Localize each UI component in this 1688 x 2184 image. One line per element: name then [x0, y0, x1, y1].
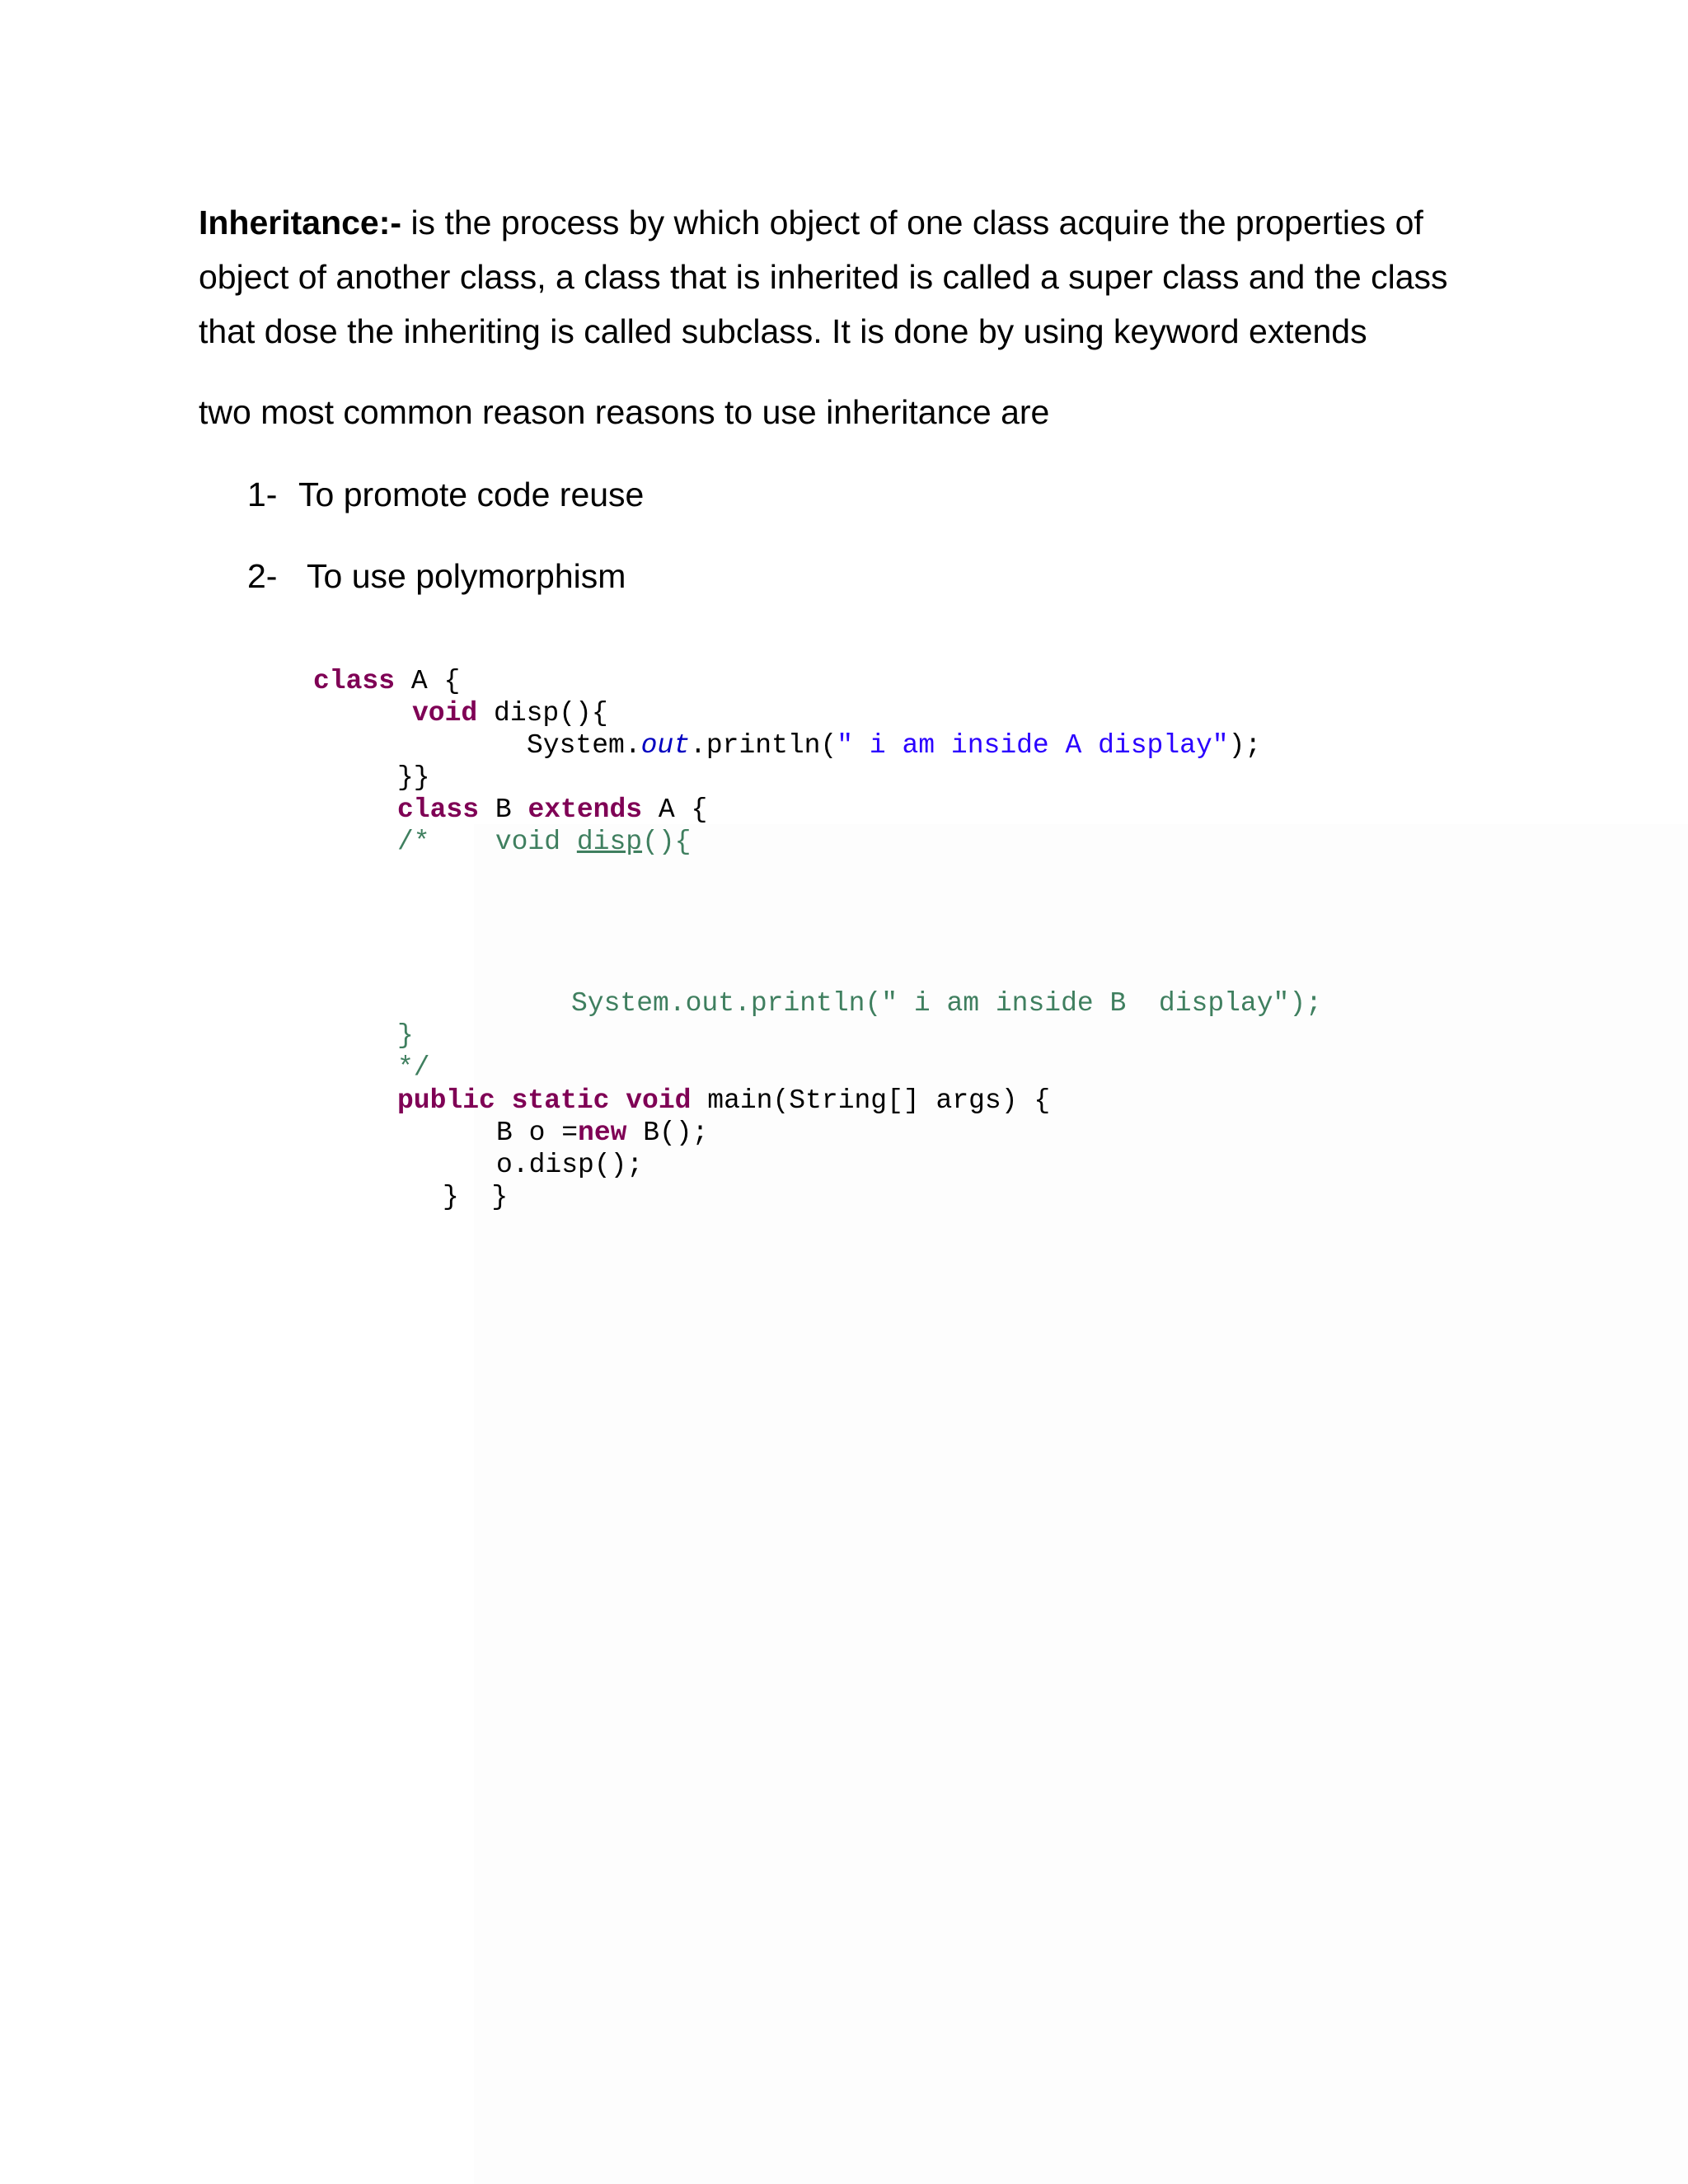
comment-text: disp [576, 827, 643, 857]
reasons-heading: two most common reason reasons to use inheritance are [199, 393, 1050, 431]
code-line [412, 697, 608, 729]
code-line: } } [443, 1182, 509, 1212]
code-line: }} [397, 762, 430, 793]
code-line: System.out.println(" i am inside B display"); [571, 988, 1322, 1019]
comment-text: (){ [642, 827, 692, 857]
code-line [496, 1117, 708, 1149]
code-text: System. [527, 730, 641, 761]
list-text: To promote code reuse [298, 476, 645, 513]
list-item [247, 549, 626, 603]
keyword: public static void [397, 1085, 692, 1116]
code-text: B [479, 794, 528, 825]
intro-line-2: object of another class, a class that is inherited is called a super class and the class [199, 258, 1448, 296]
keyword: extends [528, 794, 643, 825]
code-line [397, 794, 707, 826]
code-line [527, 729, 1261, 762]
code-line: o.disp(); [496, 1150, 644, 1180]
intro-line-3: that dose the inheriting is called subclass. It is done by using keyword extends [199, 312, 1367, 350]
code-text: ); [1228, 730, 1262, 761]
list-number: 2- [247, 557, 278, 595]
keyword: class [397, 794, 480, 825]
keyword: class [313, 666, 396, 696]
intro-line-1-text: is the process by which object of one class acquire the properties of [401, 204, 1423, 241]
list-item [247, 467, 644, 522]
code-text: main(String[] args) { [691, 1085, 1051, 1116]
code-text: A { [395, 666, 461, 696]
intro-paragraph [199, 195, 1448, 359]
code-text: .println( [690, 730, 837, 761]
code-line: */ [397, 1052, 430, 1083]
inheritance-term: Inheritance:- [199, 204, 402, 241]
code-line: } [397, 1020, 414, 1051]
code-line [313, 665, 460, 697]
code-text: B o = [496, 1118, 579, 1148]
list-text: To use polymorphism [307, 557, 626, 595]
list-number: 1- [247, 476, 278, 513]
intro-line-1 [199, 195, 1448, 250]
code-text: disp(){ [477, 698, 608, 729]
field-name: out [640, 730, 691, 761]
code-text: B(); [626, 1118, 709, 1148]
keyword: void [412, 698, 478, 729]
keyword: new [578, 1118, 627, 1148]
code-text: A { [642, 794, 708, 825]
code-line [397, 1085, 1050, 1117]
code-background [474, 824, 1688, 2184]
comment-text: /* void [397, 827, 577, 857]
code-line [397, 826, 691, 858]
string-literal: " i am inside A display" [837, 730, 1229, 761]
